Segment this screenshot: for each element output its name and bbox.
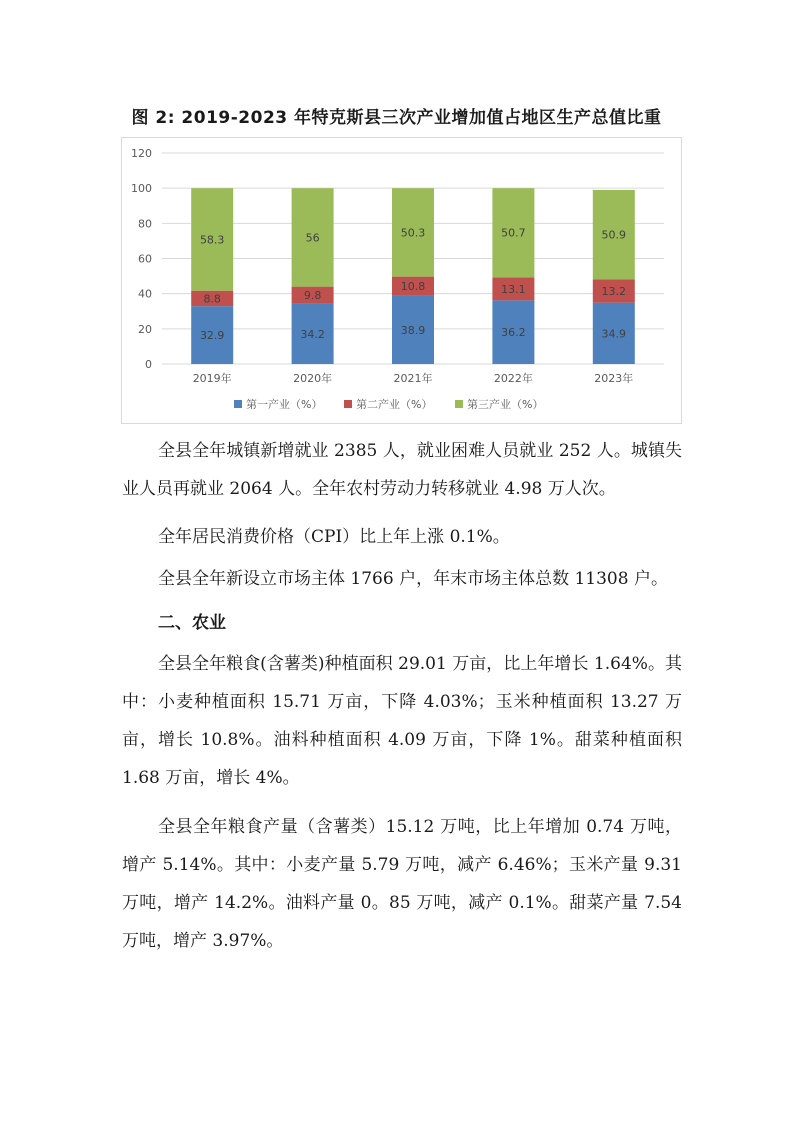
data-label: 50.3 bbox=[400, 226, 426, 240]
chart-svg bbox=[122, 138, 681, 423]
x-tick-label: 2019年 bbox=[192, 372, 232, 385]
x-tick-label: 2021年 bbox=[393, 372, 433, 385]
y-tick-label: 20 bbox=[138, 322, 152, 336]
paragraph-cpi: 全年居民消费价格（CPI）比上年上涨 0.1%。 bbox=[158, 527, 510, 547]
data-label: 9.8 bbox=[303, 289, 322, 303]
legend-label: 第三产业（%） bbox=[467, 398, 544, 411]
data-label: 34.9 bbox=[601, 327, 627, 341]
data-label: 13.2 bbox=[601, 285, 627, 299]
data-label: 58.3 bbox=[199, 233, 225, 247]
data-label: 8.8 bbox=[203, 292, 221, 306]
data-label: 34.2 bbox=[300, 327, 325, 341]
y-tick-label: 60 bbox=[138, 252, 152, 266]
section-heading-agriculture: 二、农业 bbox=[158, 613, 226, 633]
figure-title: 图 2: 2019-2023 年特克斯县三次产业增加值占地区生产总值比重 bbox=[131, 108, 662, 128]
y-tick-label: 100 bbox=[131, 182, 152, 196]
data-label: 10.8 bbox=[400, 280, 426, 294]
legend-swatch bbox=[455, 400, 463, 408]
stacked-bar-chart bbox=[121, 137, 682, 424]
y-tick-label: 40 bbox=[138, 287, 152, 301]
x-tick-label: 2023年 bbox=[594, 372, 634, 385]
data-label: 13.1 bbox=[501, 282, 526, 296]
data-label: 50.9 bbox=[601, 228, 627, 242]
paragraph-employment: 全县全年城镇新增就业 2385 人，就业困难人员就业 252 人。城镇失业人员再就业 2064 人。全年农村劳动力转移就业 4.98 万人次。 bbox=[122, 441, 682, 499]
data-label: 38.9 bbox=[400, 323, 426, 337]
legend-swatch bbox=[344, 400, 352, 408]
paragraph-planting-area: 全县全年粮食(含薯类)种植面积 29.01 万亩，比上年增长 1.64%。其中：小麦种植面积 15.71 万亩，下降 4.03%；玉米种植面积 13.27 万亩，增长 10.8%。油料种植面积 4.09 万亩，下降 1%。甜菜种植面积 1.68 万亩，增长 4%。 bbox=[122, 654, 682, 788]
legend-label: 第一产业（%） bbox=[246, 398, 323, 411]
legend-label: 第二产业（%） bbox=[356, 398, 433, 411]
y-tick-label: 80 bbox=[138, 217, 152, 231]
data-label: 56 bbox=[305, 231, 320, 245]
data-label: 32.9 bbox=[199, 329, 225, 343]
y-tick-label: 0 bbox=[145, 358, 152, 371]
x-tick-label: 2022年 bbox=[493, 372, 533, 385]
y-tick-label: 120 bbox=[131, 147, 152, 160]
data-label: 50.7 bbox=[501, 226, 526, 240]
legend-swatch bbox=[234, 400, 242, 408]
data-label: 36.2 bbox=[501, 326, 526, 340]
paragraph-market-entities: 全县全年新设立市场主体 1766 户，年末市场主体总数 11308 户。 bbox=[158, 569, 668, 589]
paragraph-grain-output: 全县全年粮食产量（含薯类）15.12 万吨，比上年增加 0.74 万吨，增产 5.14%。其中：小麦产量 5.79 万吨，减产 6.46%；玉米产量 9.31 万吨，增产 14.2%。油料产量 0。85 万吨，减产 0.1%。甜菜产量 7.54 万吨，增产 3.97%。 bbox=[122, 817, 682, 951]
x-tick-label: 2020年 bbox=[293, 372, 333, 385]
